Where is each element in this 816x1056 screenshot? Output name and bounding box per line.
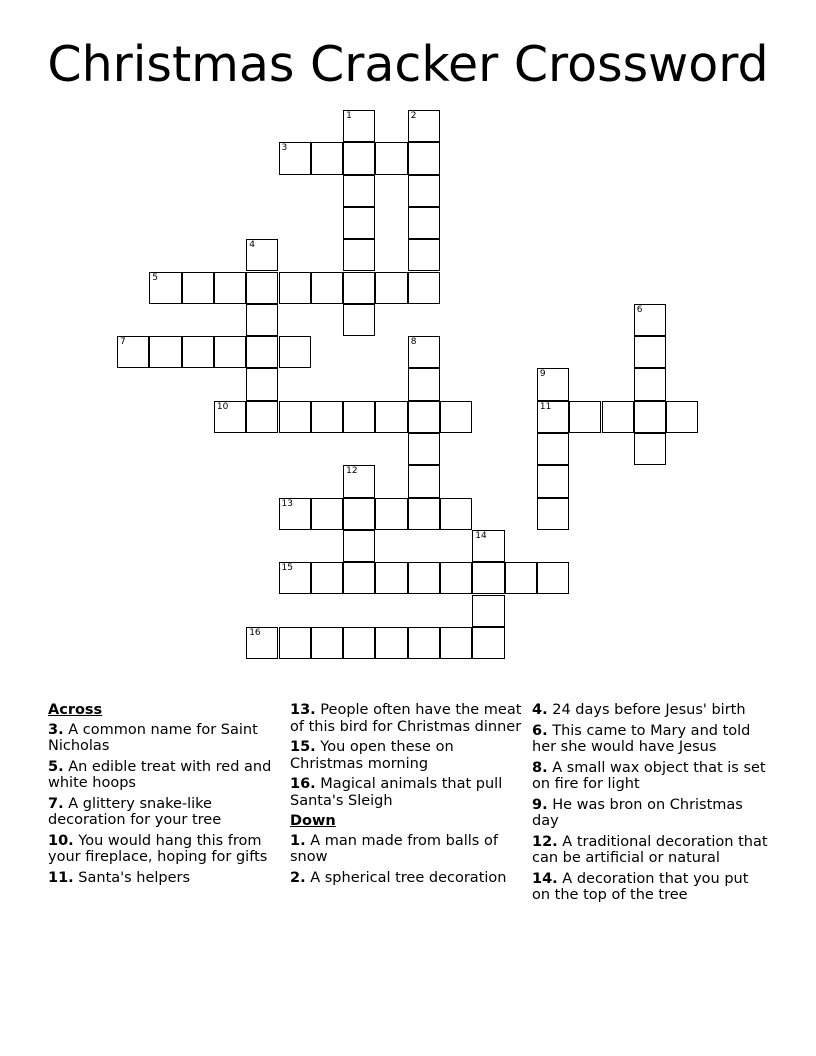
clue-across-7: 7. A glittery snake-like decoration for your tree (48, 795, 222, 828)
grid-cell[interactable] (472, 530, 504, 562)
grid-cell[interactable] (440, 627, 472, 659)
grid-cell[interactable] (279, 562, 311, 594)
clue-down-2: 2. A spherical tree decoration (290, 869, 507, 886)
grid-cell[interactable] (375, 401, 407, 433)
grid-cell[interactable] (311, 627, 343, 659)
clue-down-14: 14. A decoration that you put on the top of the tree (532, 870, 749, 903)
cell-number: 6 (636, 304, 643, 315)
cell-number: 12 (346, 466, 358, 477)
grid-cell[interactable] (408, 207, 440, 239)
grid-cell[interactable] (408, 272, 440, 304)
grid-cell[interactable] (408, 627, 440, 659)
cell-number: 15 (281, 563, 293, 574)
grid-cell[interactable] (149, 336, 181, 368)
cell-number: 11 (539, 401, 552, 412)
grid-cell[interactable] (408, 368, 440, 400)
grid-cell[interactable] (408, 110, 440, 142)
grid-cell[interactable] (505, 562, 537, 594)
grid-cell[interactable] (666, 401, 698, 433)
cell-number: 14 (475, 530, 487, 541)
clue-across-3: 3. A common name for Saint Nicholas (48, 721, 258, 754)
grid-cell[interactable] (537, 433, 569, 465)
grid-cell[interactable] (408, 562, 440, 594)
grid-cell[interactable] (408, 142, 440, 174)
grid-cell[interactable] (279, 142, 311, 174)
grid-cell[interactable] (375, 562, 407, 594)
grid-cell[interactable] (343, 142, 375, 174)
grid-cell[interactable] (537, 401, 569, 433)
clue-across-13: 13. People often have the meat of this bird for Christmas dinner (290, 702, 522, 735)
grid-cell[interactable] (343, 207, 375, 239)
cell-number: 10 (216, 401, 229, 412)
grid-cell[interactable] (408, 239, 440, 271)
grid-cell[interactable] (343, 401, 375, 433)
grid-cell[interactable] (343, 175, 375, 207)
clue-across-10: 10. You would hang this from your fireplace, hoping for gifts (48, 832, 268, 865)
grid-cell[interactable] (279, 336, 311, 368)
clue-down-4: 4. 24 days before Jesus' birth (532, 702, 746, 718)
grid-cell[interactable] (214, 336, 246, 368)
grid-cell[interactable] (279, 401, 311, 433)
grid-cell[interactable] (634, 368, 666, 400)
grid-cell[interactable] (246, 627, 278, 659)
grid-cell[interactable] (311, 401, 343, 433)
cell-number: 1 (346, 111, 352, 121)
clue-down-9: 9. He was bron on Christmas day (532, 796, 743, 829)
clue-down-8: 8. A small wax object that is set on fire for light (532, 759, 766, 792)
down-heading: Down (290, 813, 336, 829)
grid-cell[interactable] (343, 562, 375, 594)
grid-cell[interactable] (311, 272, 343, 304)
across-heading: Across (48, 702, 103, 718)
clue-down-6: 6. This came to Mary and told her she would have Jesus (532, 722, 751, 755)
grid-cell[interactable] (214, 401, 246, 433)
clue-across-11: 11. Santa's helpers (48, 869, 191, 886)
grid-cell[interactable] (117, 336, 149, 368)
grid-cell[interactable] (279, 498, 311, 530)
grid-cell[interactable] (279, 272, 311, 304)
grid-cell[interactable] (149, 272, 181, 304)
grid-cell[interactable] (537, 465, 569, 497)
grid-cell[interactable] (246, 401, 278, 433)
clue-across-15: 15. You open these on Christmas morning (290, 739, 454, 772)
cell-number: 4 (249, 240, 255, 251)
grid-cell[interactable] (537, 498, 569, 530)
grid-cell[interactable] (634, 433, 666, 465)
grid-cell[interactable] (214, 272, 246, 304)
grid-cell[interactable] (182, 336, 214, 368)
cell-number: 2 (410, 111, 417, 121)
clue-column-2 (290, 702, 522, 890)
cell-number: 5 (152, 272, 159, 283)
grid-cell[interactable] (440, 562, 472, 594)
grid-cell[interactable] (408, 175, 440, 207)
grid-cell[interactable] (246, 336, 278, 368)
grid-cell[interactable] (311, 498, 343, 530)
grid-cell[interactable] (343, 498, 375, 530)
grid-cell[interactable] (569, 401, 601, 433)
grid-cell[interactable] (408, 433, 440, 465)
grid-cell[interactable] (375, 272, 407, 304)
grid-cell[interactable] (472, 595, 504, 627)
grid-cell[interactable] (182, 272, 214, 304)
cell-number: 9 (539, 369, 546, 380)
grid-cell[interactable] (246, 304, 278, 336)
grid-cell[interactable] (602, 401, 634, 433)
grid-cell[interactable] (375, 498, 407, 530)
clue-down-1: 1. A man made from balls of snow (290, 832, 498, 865)
grid-cell[interactable] (440, 401, 472, 433)
grid-cell[interactable] (408, 336, 440, 368)
grid-cell[interactable] (408, 401, 440, 433)
cell-number: 3 (281, 143, 288, 154)
grid-cell[interactable] (375, 627, 407, 659)
grid-cell[interactable] (343, 530, 375, 562)
grid-cell[interactable] (246, 368, 278, 400)
grid-cell[interactable] (343, 465, 375, 497)
grid-cell[interactable] (440, 498, 472, 530)
grid-cell[interactable] (472, 627, 504, 659)
page-title: Christmas Cracker Crossword (47, 36, 769, 93)
clue-across-16: 16. Magical animals that pull Santa's Sleigh (290, 776, 503, 809)
cell-number: 16 (249, 627, 261, 638)
grid-cell[interactable] (343, 627, 375, 659)
grid-cell[interactable] (472, 562, 504, 594)
clue-column-3 (532, 702, 768, 908)
grid-cell[interactable] (634, 336, 666, 368)
grid-cell[interactable] (537, 368, 569, 400)
grid-cell[interactable] (375, 142, 407, 174)
grid-cell[interactable] (634, 401, 666, 433)
clue-column-1 (48, 702, 280, 890)
grid-cell[interactable] (246, 239, 278, 271)
grid-cell[interactable] (343, 110, 375, 142)
grid-cell[interactable] (343, 272, 375, 304)
clue-across-5: 5. An edible treat with red and white hoops (48, 758, 272, 791)
grid-cell[interactable] (246, 272, 278, 304)
grid-cell[interactable] (408, 498, 440, 530)
cell-number: 7 (120, 337, 126, 348)
cell-number: 13 (281, 498, 293, 509)
grid-cell[interactable] (343, 304, 375, 336)
clue-down-12: 12. A traditional decoration that can be artificial or natural (532, 833, 768, 866)
cell-number: 8 (410, 337, 417, 348)
grid-cell[interactable] (343, 239, 375, 271)
grid-cell[interactable] (634, 304, 666, 336)
grid-cell[interactable] (311, 562, 343, 594)
grid-cell[interactable] (311, 142, 343, 174)
grid-cell[interactable] (279, 627, 311, 659)
grid-cell[interactable] (408, 465, 440, 497)
grid-cell[interactable] (537, 562, 569, 594)
